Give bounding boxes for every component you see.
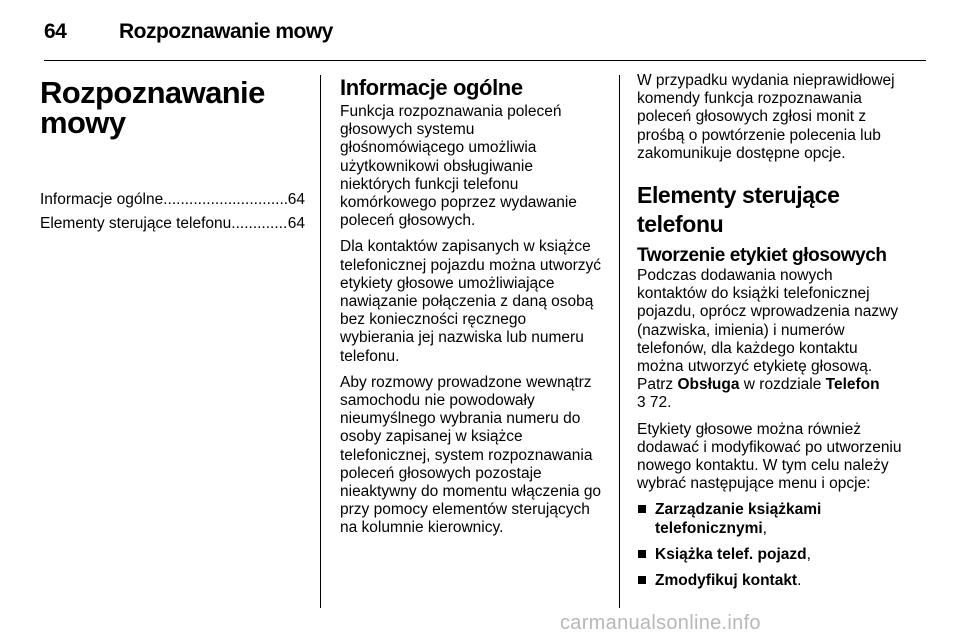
cross-reference-obsluga[interactable]: Obsługa <box>677 376 740 394</box>
menu-option-label: Zmodyfikuj kontakt <box>655 572 798 590</box>
toc-entry[interactable] <box>40 212 305 236</box>
toc-entry-page: 64 <box>287 191 305 208</box>
toc-entry-label: Elementy sterujące telefonu <box>40 215 232 232</box>
menu-options-list <box>637 501 905 590</box>
page-number: 64 <box>44 20 67 43</box>
section-heading <box>637 181 905 239</box>
toc-entry-label: Informacje ogólne <box>40 191 164 208</box>
bullet-square-icon <box>638 505 646 513</box>
running-chapter-title: Rozpoznawanie mowy <box>119 20 333 43</box>
paragraph: Aby rozmowy prowadzone wewnątrz samochodu nie powodowały nieumyślnego wybrania numeru do osoby zapisanej w książce telefonicznej, system rozpoznawania poleceń głosowych pozostaje nieaktywny do momentu włączenia go przy pomocy elementów sterujących na kolumnie kierownicy. <box>340 373 602 537</box>
column-divider <box>320 75 321 608</box>
column-divider <box>619 75 620 608</box>
column-middle <box>340 75 602 546</box>
subsection-heading: Tworzenie etykiet głosowych <box>637 245 887 267</box>
paragraph: Funkcja rozpoznawania poleceń głosowych systemu głośnomówiącego umożliwia użytkownikowi obsługiwanie niektórych funkcji telefonu komórkowego poprzez wydawanie poleceń głosowych. <box>340 103 577 230</box>
paragraph-text: w rozdziale <box>739 376 826 394</box>
section-heading-line-2: telefonu <box>637 211 724 238</box>
column-right <box>637 72 905 598</box>
header-rule <box>44 60 926 61</box>
cross-reference-telefon[interactable]: Telefon <box>825 376 880 394</box>
page-reference[interactable]: 3 72. <box>637 394 672 412</box>
bullet-square-icon <box>638 550 646 558</box>
paragraph: Dla kontaktów zapisanych w książce telefonicznej pojazdu można utworzyć etykiety głosowe umożliwiające nawiązanie połączenia z daną osobą bez konieczności ręcznego wybierania jej nazwiska lub numeru telefonu. <box>340 238 602 365</box>
chapter-title-line-2: mowy <box>40 105 126 140</box>
menu-option-label: Książka telef. pojazd <box>655 545 807 563</box>
section-heading-line-1: Elementy sterujące <box>637 182 840 209</box>
paragraph: W przypadku wydania nieprawidłowej komendy funkcja rozpoznawania poleceń głosowych zgłosi monit z prośbą o powtórzenie polecenia lub zakomunikuje dostępne opcje. <box>637 72 895 162</box>
section-heading: Informacje ogólne <box>340 75 523 100</box>
list-item <box>637 501 905 537</box>
list-item-punctuation: . <box>797 572 802 590</box>
column-left <box>40 75 305 236</box>
bullet-square-icon <box>638 576 646 584</box>
toc-leader-dots <box>163 188 288 212</box>
paragraph: Etykiety głosowe można również dodawać i modyfikować po utworzeniu nowego kontaktu. W tym celu należy wybrać następujące menu i opcje: <box>637 420 902 493</box>
chapter-title <box>40 75 305 140</box>
table-of-contents <box>40 188 305 236</box>
menu-option-label: Zarządzanie książkami telefonicznymi <box>655 501 822 537</box>
page-header <box>44 20 924 60</box>
watermark: carmanualsonline.info <box>560 612 761 634</box>
toc-entry[interactable] <box>40 188 305 212</box>
list-item <box>637 572 905 590</box>
toc-leader-dots <box>231 212 287 236</box>
list-item-punctuation: , <box>806 545 811 563</box>
list-item-punctuation: , <box>762 519 767 537</box>
toc-entry-page: 64 <box>287 215 305 232</box>
paragraph <box>637 267 905 413</box>
chapter-title-line-1: Rozpoznawanie <box>40 75 265 110</box>
paragraph-text: Podczas dodawania nowych kontaktów do książki telefonicznej pojazdu, oprócz wprowadzenia nazwy (nazwiska, imienia) i numerów telefonów, dla każdego kontaktu można utworzyć etykietę głosową. Patrz <box>637 267 899 394</box>
list-item <box>637 546 905 564</box>
